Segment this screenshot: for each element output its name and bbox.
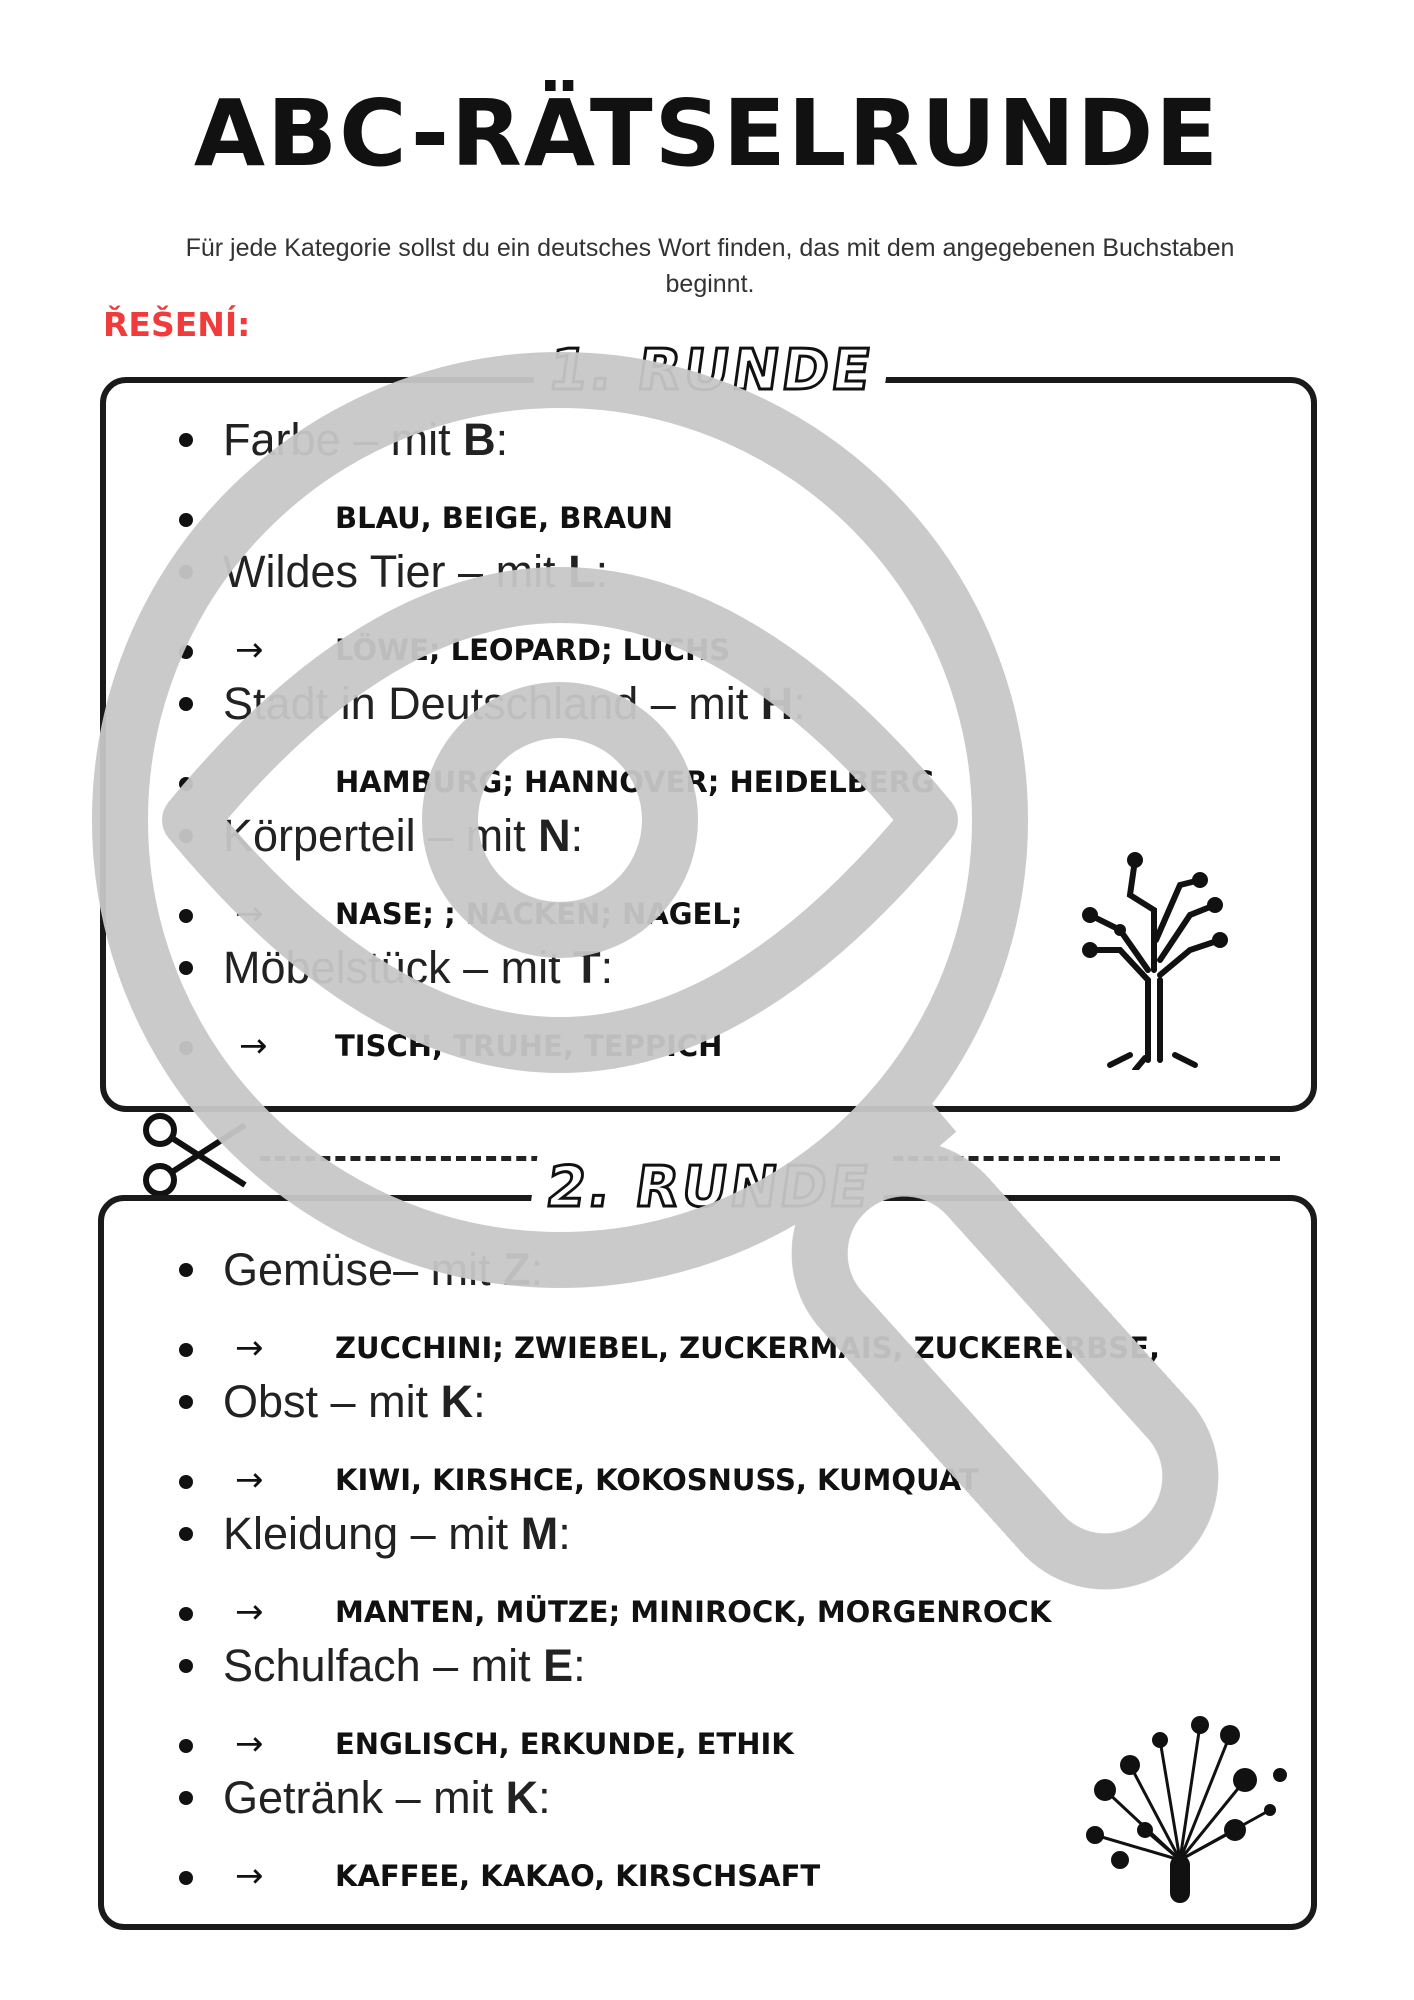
question-item: Kleidung – mit M: [175, 1502, 586, 1592]
answer-item [175, 762, 935, 804]
answer-text: TISCH, TRUHE, TEPPICH [335, 1029, 723, 1063]
round-2-title: 2. RUNDE [528, 1155, 889, 1220]
question-item: Schulfach – mit E: [175, 1634, 586, 1724]
page-title: ABC-RÄTSELRUNDE [193, 80, 1221, 187]
arrow-icon: → [235, 630, 264, 670]
answer-item [175, 1856, 821, 1898]
question-item: Möbelstück – mit T: [175, 936, 806, 1026]
answer-text: BLAU, BEIGE, BRAUN [335, 501, 674, 535]
arrow-icon: → [235, 1328, 264, 1368]
arrow-icon: → [235, 1460, 264, 1500]
arrow-icon: → [235, 1724, 264, 1764]
answer-item [175, 894, 806, 936]
question-item: Farbe – mit B: [175, 408, 806, 498]
answer-item [175, 1724, 794, 1766]
round-1-title: 1. RUNDE [530, 338, 891, 403]
arrow-icon: → [235, 1856, 264, 1896]
question-item: Stadt in Deutschland – mit H: [175, 672, 806, 762]
dandelion-tree-icon [1065, 1680, 1295, 1910]
question-item: Gemüse– mit Z: [175, 1238, 586, 1328]
answer-text: MANTEN, MÜTZE; MINIROCK, MORGENROCK [335, 1595, 1052, 1629]
answer-text: HAMBURG; HANNOVER; HEIDELBERG [335, 765, 935, 799]
question-item: Obst – mit K: [175, 1370, 586, 1460]
question-item: Wildes Tier – mit L: [175, 540, 806, 630]
answer-text: KIWI, KIRSHCE, KOKOSNUSS, KUMQUAT [335, 1463, 979, 1497]
question-item: Körperteil – mit N: [175, 804, 806, 894]
answer-item [175, 1592, 1052, 1634]
tree-icon [1060, 840, 1240, 1070]
solution-label: ŘEŠENÍ: [103, 305, 251, 344]
arrow-icon: → [235, 1592, 264, 1632]
arrow-icon: → [235, 894, 264, 934]
answer-item [175, 1328, 1161, 1370]
answer-text: ENGLISCH, ERKUNDE, ETHIK [335, 1727, 794, 1761]
arrow-icon: → [239, 1026, 268, 1066]
answer-text: KAFFEE, KAKAO, KIRSCHSAFT [335, 1859, 821, 1893]
instructions: Für jede Kategorie sollst du ein deutsches Wort finden, das mit dem angegebenen Buchstaben beginnt. [185, 234, 1235, 298]
answer-item [175, 498, 806, 540]
answer-item [175, 1026, 806, 1068]
answer-item [175, 630, 806, 672]
answer-text: LÖWE; LEOPARD; LUCHS [335, 633, 731, 667]
round-2-list [175, 1238, 1161, 1898]
answer-text: ZUCCHINI; ZWIEBEL, ZUCKERMAIS, ZUCKERERBSE, [335, 1331, 1161, 1365]
answer-item [175, 1460, 979, 1502]
round-1-list [175, 408, 935, 1068]
answer-text: NASE; ; NACKEN; NAGEL; [335, 897, 743, 931]
question-item: Getränk – mit K: [175, 1766, 586, 1856]
scissors-icon [140, 1110, 250, 1200]
